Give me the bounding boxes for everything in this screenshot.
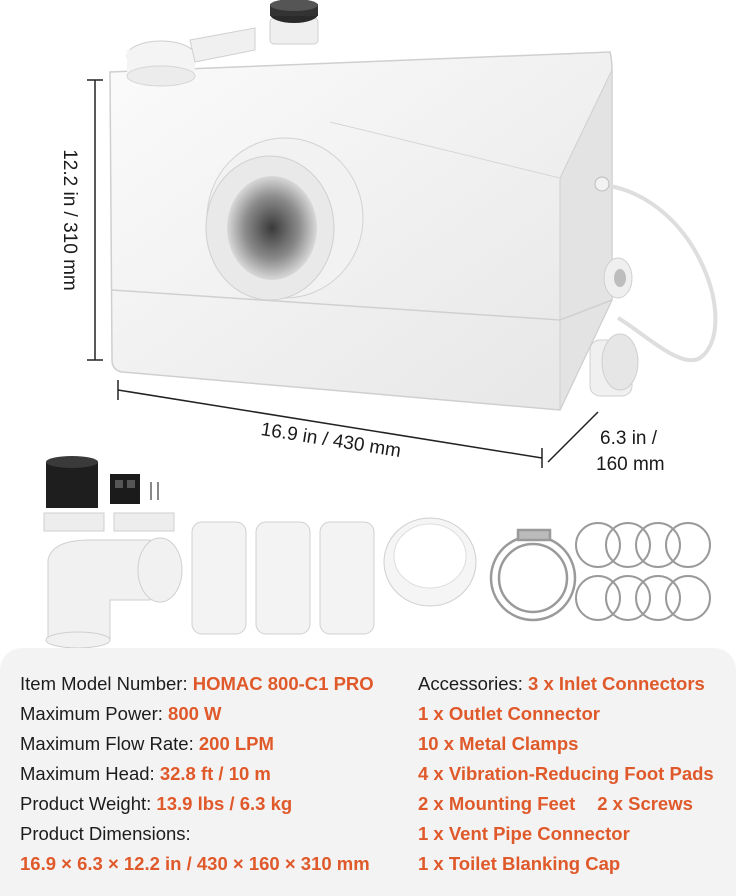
- foot-pad: [110, 474, 140, 504]
- screws: [151, 482, 158, 500]
- outlet-connector: [46, 538, 182, 648]
- model-number-value: HOMAC 800-C1 PRO: [192, 673, 374, 694]
- power-label: Maximum Power:: [20, 703, 169, 724]
- macerator-pump-unit: [110, 0, 715, 410]
- accessories-label: Accessories:: [418, 673, 529, 694]
- weight-row: [20, 793, 292, 815]
- head-value: 32.8 ft / 10 m: [159, 763, 271, 784]
- head-row: [20, 763, 271, 785]
- large-metal-clamp: [491, 530, 575, 620]
- inlet-connectors: [192, 522, 374, 634]
- height-dimension-line: [87, 80, 103, 360]
- power-value: 800 W: [168, 703, 222, 724]
- accessory-item: 1 x Outlet Connector: [418, 703, 600, 724]
- weight-value: 13.9 lbs / 6.3 kg: [156, 793, 293, 814]
- toilet-blanking-cap: [384, 518, 476, 606]
- accessory-item-pair: [418, 793, 693, 815]
- depth-dimension-line: [548, 412, 598, 462]
- accessory-item: 2 x Mounting Feet: [418, 793, 576, 814]
- accessory-item: 3 x Inlet Connectors: [528, 673, 705, 694]
- dimensions-value: 16.9 × 6.3 × 12.2 in / 430 × 160 × 310 mm: [20, 853, 370, 874]
- head-label: Maximum Head:: [20, 763, 160, 784]
- vent-pipe-connector: [46, 456, 98, 508]
- depth-dimension-label-line1: 6.3 in /: [600, 428, 658, 449]
- flow-rate-row: [20, 733, 274, 755]
- accessory-item: 1 x Vent Pipe Connector: [418, 823, 630, 844]
- depth-dimension-label-line2: 160 mm: [596, 454, 665, 475]
- accessories-row: [418, 673, 705, 695]
- small-metal-clamps: [576, 523, 710, 620]
- dimensions-label: Product Dimensions:: [20, 823, 191, 844]
- power-row: [20, 703, 222, 725]
- flow-rate-value: 200 LPM: [198, 733, 274, 754]
- weight-label: Product Weight:: [20, 793, 157, 814]
- accessory-item: 10 x Metal Clamps: [418, 733, 579, 754]
- model-number-label: Item Model Number:: [20, 673, 193, 694]
- accessory-item: 4 x Vibration-Reducing Foot Pads: [418, 763, 714, 784]
- accessory-item: 2 x Screws: [597, 793, 693, 814]
- accessory-item: 1 x Toilet Blanking Cap: [418, 853, 621, 874]
- mounting-feet: [44, 513, 174, 531]
- width-dimension-label: 16.9 in / 430 mm: [259, 419, 403, 463]
- height-dimension-label: 12.2 in / 310 mm: [59, 149, 80, 291]
- flow-rate-label: Maximum Flow Rate:: [20, 733, 199, 754]
- model-number-row: [20, 673, 374, 695]
